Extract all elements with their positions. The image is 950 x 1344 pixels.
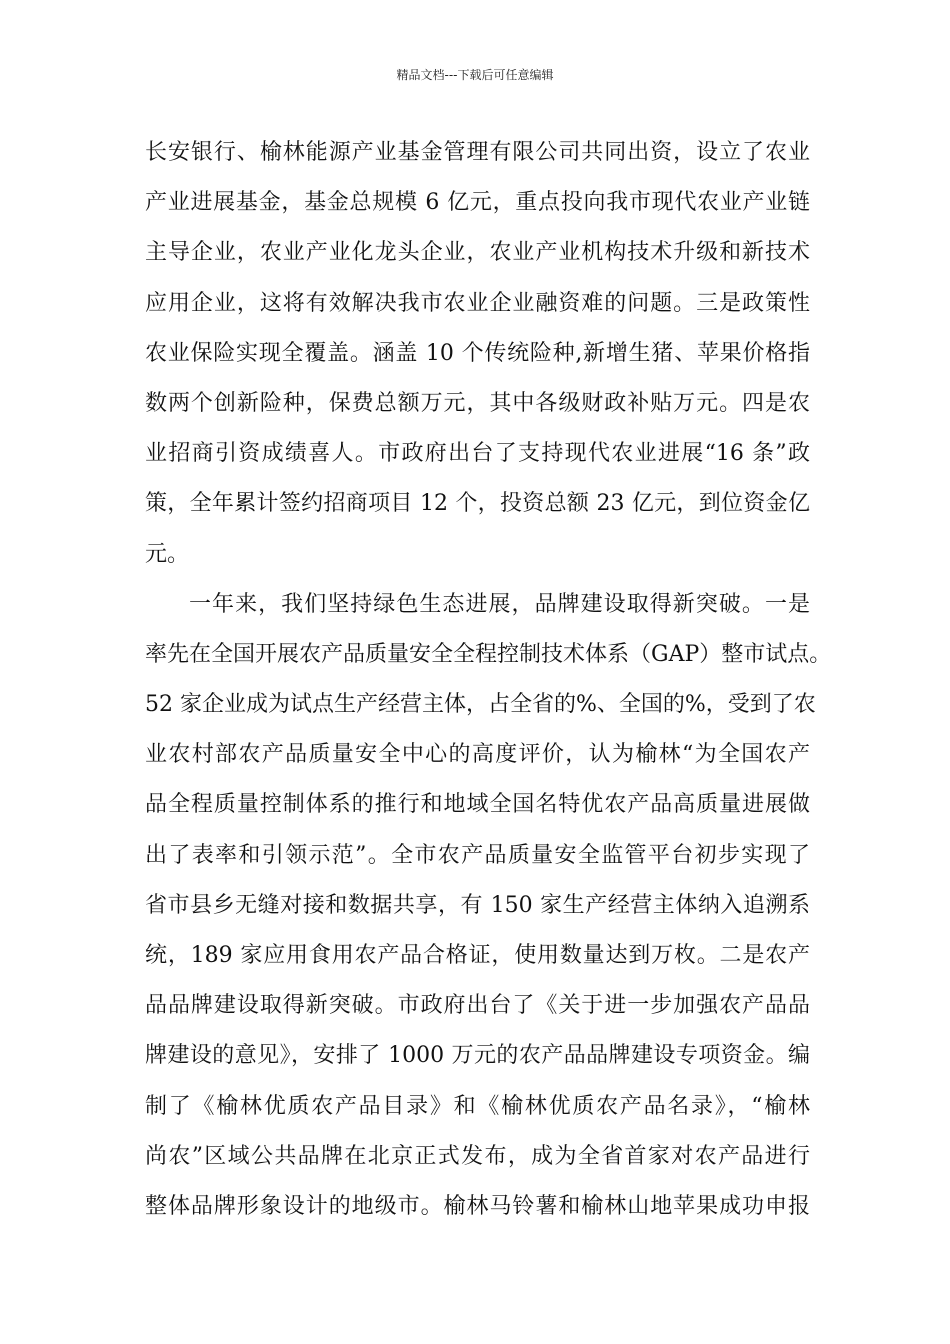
paragraph-start-line: 一年来，我们坚持绿色生态进展，品牌建设取得新突破。一是: [189, 591, 810, 617]
text-line: 52 家企业成为试点生产经营主体，占全省的%、全国的%，受到了农: [145, 692, 816, 718]
text-line: 主导企业，农业产业化龙头企业，农业产业机构技术升级和新技术: [145, 240, 810, 266]
text-line: 长安银行、榆林能源产业基金管理有限公司共同出资，设立了农业: [145, 140, 810, 165]
text-line: 元。: [145, 541, 190, 567]
text-line: 率先在全国开展农产品质量安全全程控制技术体系（GAP）整市试点。: [145, 641, 832, 667]
text-line: 尚农”区域公共品牌在北京正式发布，成为全省首家对农产品进行: [145, 1143, 810, 1169]
text-line: 统，189 家应用食用农产品合格证，使用数量达到万枚。二是农产: [145, 943, 810, 968]
text-line: 数两个创新险种，保费总额万元，其中各级财政补贴万元。四是农: [145, 390, 810, 416]
text-line: 出了表率和引领示范”。全市农产品质量安全监管平台初步实现了: [145, 842, 810, 868]
text-line: 业招商引资成绩喜人。市政府出台了支持现代农业进展“16 条”政: [145, 441, 810, 467]
text-line: 品品牌建设取得新突破。市政府出台了《关于进一步加强农产品品: [145, 993, 810, 1019]
text-line: 产业进展基金，基金总规模 6 亿元，重点投向我市现代农业产业链: [145, 190, 810, 216]
text-line: 应用企业，这将有效解决我市农业企业融资难的问题。三是政策性: [145, 290, 810, 316]
text-line: 农业保险实现全覆盖。涵盖 10 个传统险种,新增生猪、苹果价格指: [145, 340, 810, 366]
document-body: [145, 138, 832, 1242]
text-line: 策，全年累计签约招商项目 12 个，投资总额 23 亿元，到位资金亿: [145, 491, 810, 517]
text-line: 牌建设的意见》，安排了 1000 万元的农产品品牌建设专项资金。编: [145, 1043, 810, 1069]
text-line: 制了《榆林优质农产品目录》和《榆林优质农产品名录》，“榆林: [145, 1093, 810, 1119]
text-line: 省市县乡无缝对接和数据共享，有 150 家生产经营主体纳入追溯系: [145, 892, 810, 918]
page-header: 精品文档---下载后可任意编辑: [396, 68, 554, 82]
text-line: 品全程质量控制体系的推行和地域全国名特优农产品高质量进展做: [145, 792, 810, 818]
text-line: 业农村部农产品质量安全中心的高度评价，认为榆林“为全国农产: [145, 742, 810, 768]
text-line: 整体品牌形象设计的地级市。榆林马铃薯和榆林山地苹果成功申报: [145, 1193, 810, 1219]
